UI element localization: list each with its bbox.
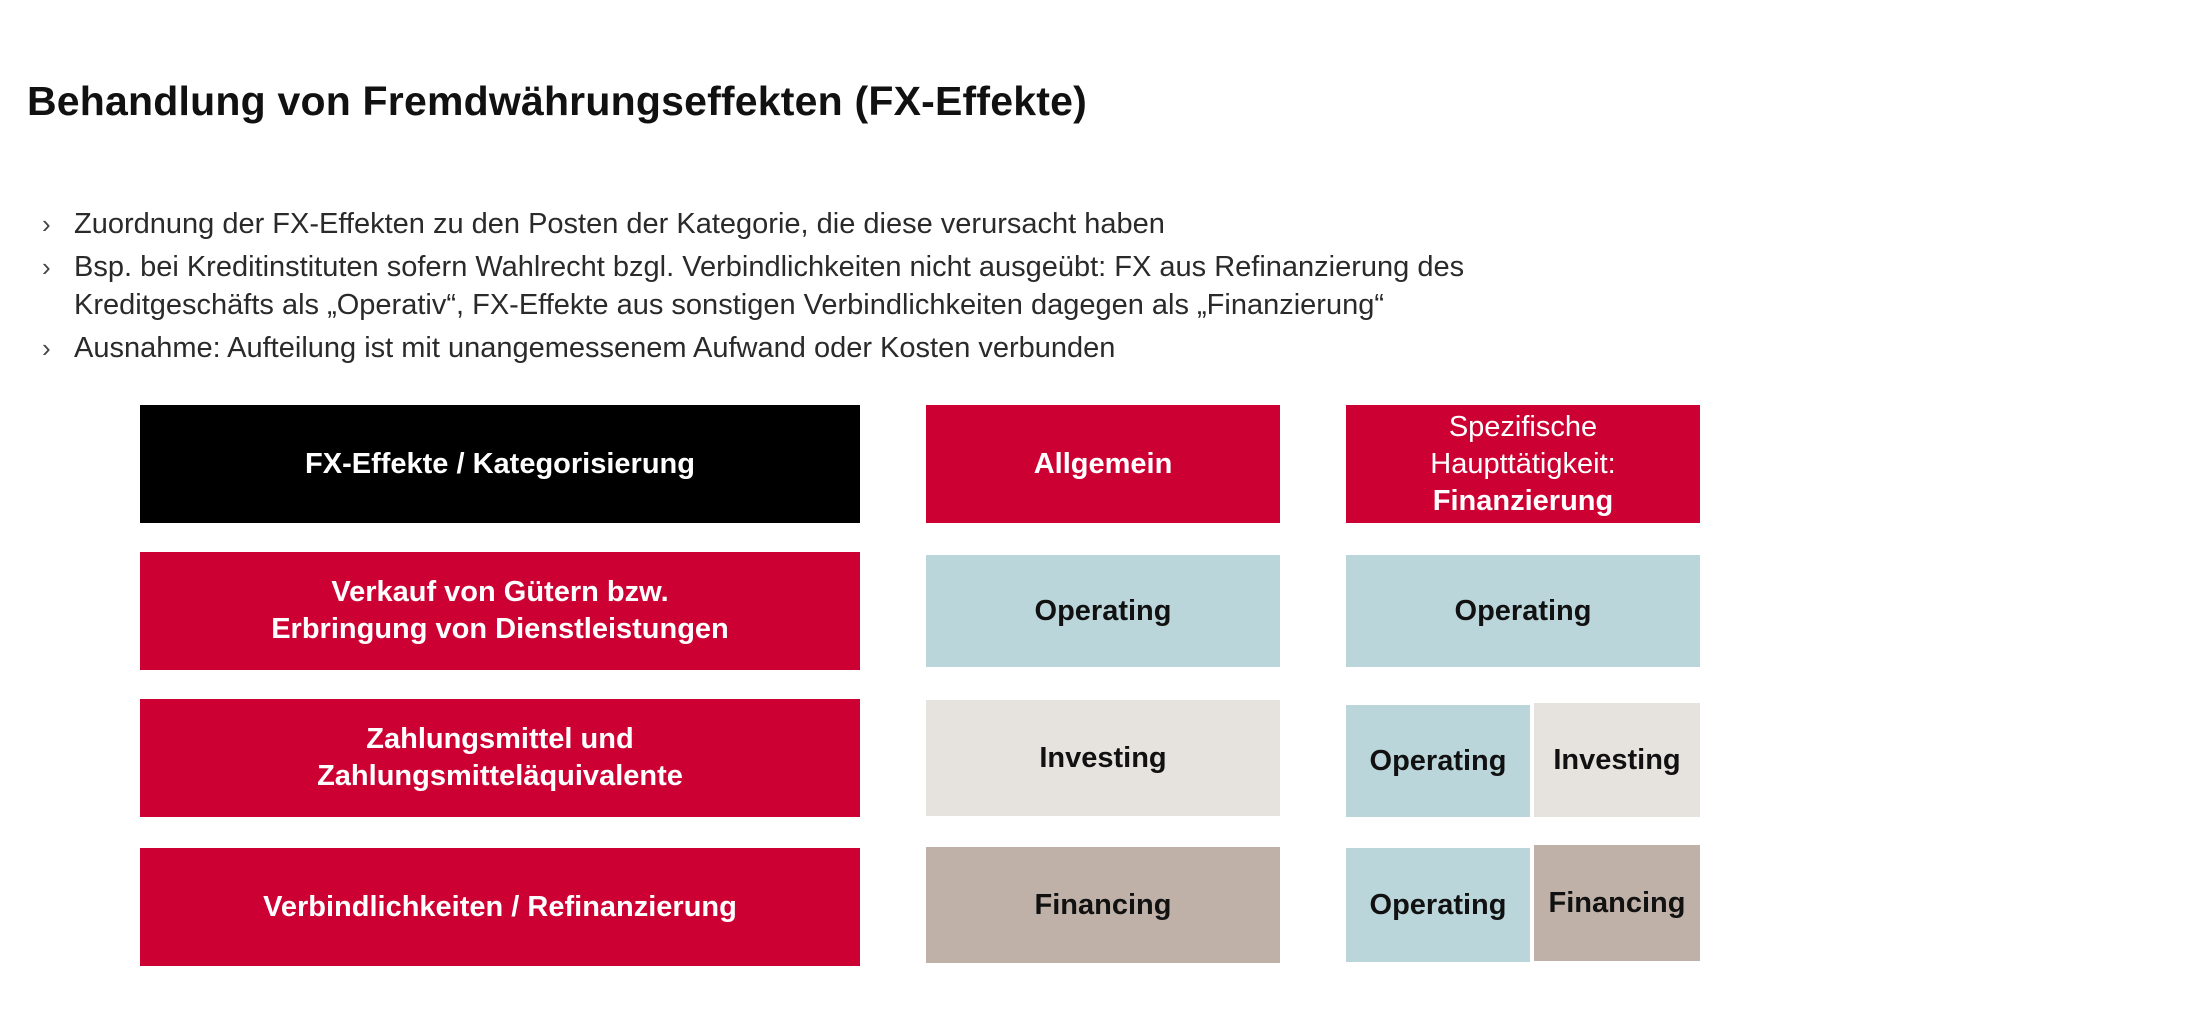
bullet-text: Kreditgeschäfts als „Operativ“, FX-Effekte aus sonstigen Verbindlichkeiten dagegen als „Finanzierung“ bbox=[74, 289, 1384, 321]
row-label-cell bbox=[140, 699, 860, 817]
general-operating-cell bbox=[926, 555, 1280, 667]
row-label-line: Zahlungsmittel und bbox=[366, 723, 634, 755]
row-label-cell bbox=[140, 552, 860, 670]
row-label-line: Verbindlichkeiten / Refinanzierung bbox=[263, 890, 737, 923]
bullet-marker: › bbox=[42, 252, 51, 282]
bullet-marker: › bbox=[42, 209, 51, 239]
header-specific-highlight: Finanzierung bbox=[1432, 484, 1614, 517]
page-title: Behandlung von Fremdwährungseffekten (FX-Effekte) bbox=[27, 78, 1087, 124]
cell-label: Investing bbox=[1039, 741, 1167, 774]
header-general-label: Allgemein bbox=[1033, 447, 1173, 480]
bullet-text: Ausnahme: Aufteilung ist mit unangemessenem Aufwand oder Kosten verbunden bbox=[74, 332, 1116, 364]
row-label-cell bbox=[140, 848, 860, 966]
cell-label: Operating bbox=[1369, 888, 1507, 921]
header-specific-line: Spezifische bbox=[1448, 410, 1598, 443]
cell-label: Investing bbox=[1553, 743, 1681, 776]
header-category-cell bbox=[140, 405, 860, 523]
bullet-item bbox=[42, 248, 1682, 324]
bullet-list bbox=[42, 205, 1682, 372]
header-general-cell bbox=[926, 405, 1280, 523]
specific-operating-cell bbox=[1346, 848, 1530, 962]
header-specific-cell bbox=[1346, 405, 1700, 523]
bullet-item bbox=[42, 329, 1682, 367]
cell-label: Operating bbox=[1454, 594, 1592, 627]
row-label-line: Verkauf von Gütern bzw. bbox=[331, 576, 669, 608]
header-category-label: FX-Effekte / Kategorisierung bbox=[305, 447, 695, 480]
specific-operating-cell bbox=[1346, 705, 1530, 817]
row-label-line: Erbringung von Dienstleistungen bbox=[271, 613, 729, 645]
cell-label: Financing bbox=[1034, 888, 1172, 921]
specific-financing-cell bbox=[1534, 845, 1700, 961]
bullet-marker: › bbox=[42, 333, 51, 363]
general-financing-cell bbox=[926, 847, 1280, 963]
bullet-text: Bsp. bei Kreditinstituten sofern Wahlrecht bzgl. Verbindlichkeiten nicht ausgeübt: FX aus Refinanzierung des bbox=[74, 251, 1465, 283]
cell-label: Operating bbox=[1369, 744, 1507, 777]
header-specific-line: Haupttätigkeit: bbox=[1430, 447, 1616, 480]
general-investing-cell bbox=[926, 700, 1280, 816]
bullet-text: Zuordnung der FX-Effekten zu den Posten der Kategorie, die diese verursacht haben bbox=[74, 208, 1165, 240]
bullet-item bbox=[42, 205, 1682, 243]
cell-label: Operating bbox=[1034, 594, 1172, 627]
specific-investing-cell bbox=[1534, 703, 1700, 817]
specific-operating-cell bbox=[1346, 555, 1700, 667]
cell-label: Financing bbox=[1548, 886, 1686, 919]
row-label-line: Zahlungsmitteläquivalente bbox=[317, 760, 683, 792]
